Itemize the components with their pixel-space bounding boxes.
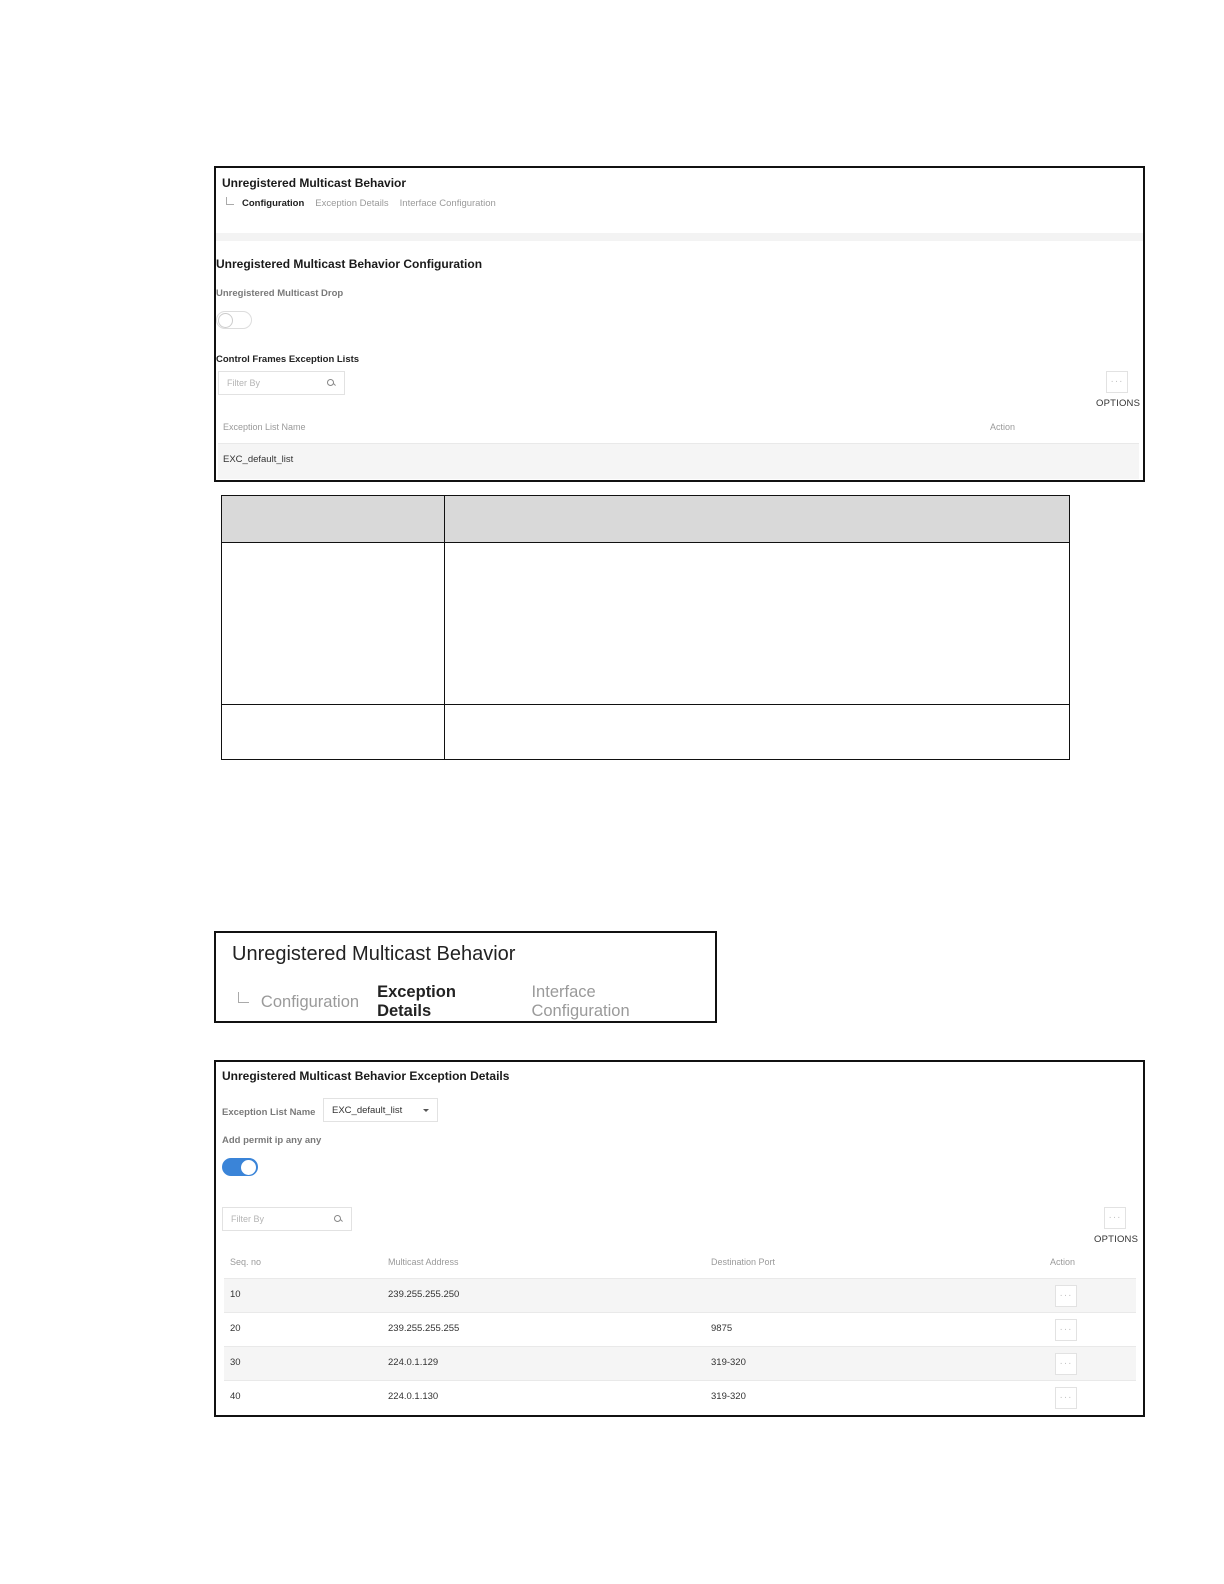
search-icon (334, 1215, 343, 1224)
column-header-action: Action (990, 422, 1016, 432)
more-dots-icon: ··· (1059, 1358, 1073, 1369)
breadcrumb-elbow-icon (238, 992, 249, 1003)
section-title: Unregistered Multicast Behavior Configuration (216, 257, 483, 271)
table-row[interactable] (224, 1312, 1136, 1346)
config-panel (214, 166, 1145, 482)
port-cell: 9875 (711, 1323, 733, 1334)
exception-lists-label: Control Frames Exception Lists (216, 354, 360, 365)
column-header-action: Action (1050, 1257, 1076, 1267)
toggle-knob (241, 1160, 256, 1175)
search-icon (327, 379, 336, 388)
exception-list-name-cell: EXC_default_list (223, 454, 294, 465)
panel-title: Unregistered Multicast Behavior (222, 176, 407, 190)
header-divider (216, 233, 1143, 241)
column-header-address: Multicast Address (388, 1257, 459, 1267)
exception-list-value: EXC_default_list (332, 1104, 403, 1116)
row-action-button[interactable] (1055, 1319, 1077, 1341)
row-action-button[interactable] (1055, 1387, 1077, 1409)
seq-cell: 30 (230, 1357, 241, 1368)
table-header-row (222, 496, 1069, 542)
filter-placeholder: Filter By (227, 378, 261, 388)
filter-input[interactable] (218, 371, 345, 395)
seq-cell: 40 (230, 1391, 241, 1402)
more-dots-icon: ··· (1059, 1324, 1073, 1335)
column-header-port: Destination Port (711, 1257, 776, 1267)
port-cell: 319-320 (711, 1391, 746, 1402)
breadcrumb-tabs (238, 983, 715, 1021)
filter-placeholder: Filter By (231, 1214, 265, 1224)
exception-list-label: Exception List Name (222, 1107, 316, 1118)
exception-list-select[interactable] (323, 1098, 438, 1122)
tab-interface-configuration[interactable]: Interface Configuration (531, 983, 630, 1020)
tab-exception-details[interactable]: Exception Details (377, 983, 456, 1020)
options-button[interactable] (1106, 371, 1128, 393)
address-cell: 224.0.1.130 (388, 1391, 439, 1402)
column-header-name: Exception List Name (223, 422, 306, 432)
panel-title: Unregistered Multicast Behavior Exception Details (222, 1069, 510, 1083)
options-label: OPTIONS (1096, 398, 1141, 409)
empty-description-table (221, 495, 1070, 760)
table-row[interactable] (218, 443, 1139, 479)
seq-cell: 10 (230, 1289, 241, 1300)
tab-configuration[interactable]: Configuration (242, 198, 305, 209)
options-button[interactable] (1104, 1207, 1126, 1229)
table-row[interactable] (224, 1278, 1136, 1312)
column-divider-line (444, 496, 445, 759)
drop-toggle[interactable] (216, 311, 252, 329)
column-header-seq: Seq. no (230, 1257, 262, 1267)
tab-interface-configuration[interactable]: Interface Configuration (399, 198, 496, 209)
address-cell: 239.255.255.250 (388, 1289, 460, 1300)
row-divider-line (222, 704, 1069, 705)
more-dots-icon: ··· (1108, 1212, 1122, 1223)
tabs-panel-zoomed (214, 931, 717, 1023)
toggle-knob (218, 313, 233, 328)
address-cell: 224.0.1.129 (388, 1357, 439, 1368)
breadcrumb-elbow-icon (226, 197, 234, 205)
exception-details-panel (214, 1060, 1145, 1417)
address-cell: 239.255.255.255 (388, 1323, 460, 1334)
port-cell: 319-320 (711, 1357, 746, 1368)
more-dots-icon: ··· (1059, 1392, 1073, 1403)
row-action-button[interactable] (1055, 1285, 1077, 1307)
drop-label: Unregistered Multicast Drop (216, 288, 344, 299)
table-row[interactable] (224, 1380, 1136, 1414)
table-row[interactable] (224, 1346, 1136, 1380)
more-dots-icon: ··· (1059, 1290, 1073, 1301)
permit-label: Add permit ip any any (222, 1135, 322, 1146)
chevron-down-icon (423, 1109, 429, 1112)
row-action-button[interactable] (1055, 1353, 1077, 1375)
panel-title: Unregistered Multicast Behavior (232, 943, 516, 965)
more-dots-icon: ··· (1110, 376, 1124, 387)
filter-input[interactable] (222, 1207, 352, 1231)
header-divider-line (222, 542, 1069, 543)
breadcrumb-tabs (226, 198, 507, 209)
seq-cell: 20 (230, 1323, 241, 1334)
tab-configuration[interactable]: Configuration (260, 992, 360, 1011)
tab-exception-details[interactable]: Exception Details (315, 198, 389, 209)
options-label: OPTIONS (1094, 1234, 1139, 1245)
permit-toggle[interactable] (222, 1158, 258, 1176)
